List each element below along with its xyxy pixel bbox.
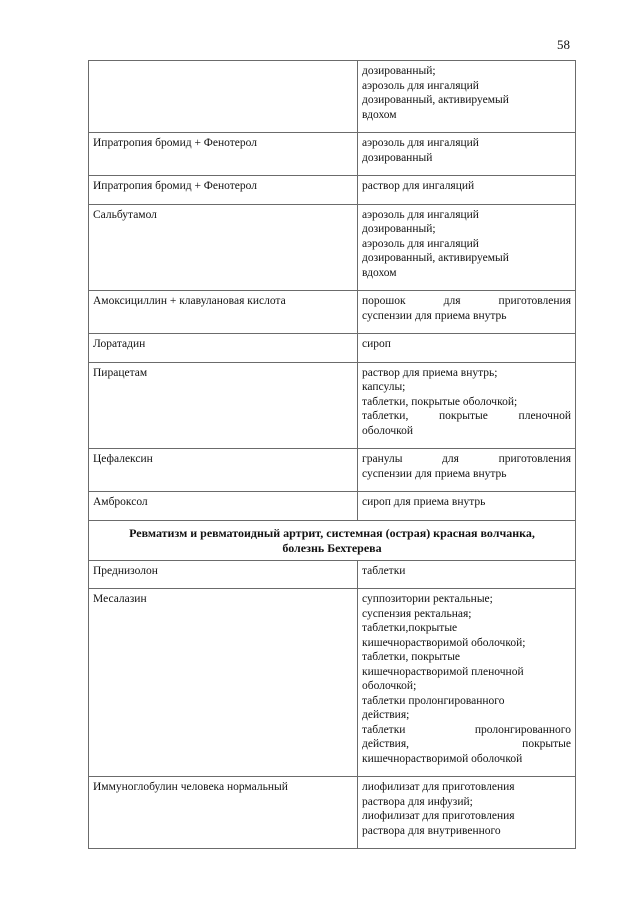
drug-table (88, 60, 576, 849)
dosage-form-line: дозированный; (362, 223, 436, 235)
table-row (89, 560, 576, 589)
dosage-form-line: таблетки пролонгированного (362, 723, 571, 736)
dosage-form-line: раствора для внутривенного (362, 824, 501, 837)
dosage-form-line: действия; (362, 709, 410, 721)
table-row (89, 492, 576, 521)
dosage-form-cell (358, 449, 576, 492)
dosage-form-line: суспензии для приема внутрь (362, 309, 507, 322)
dosage-form-cell (358, 291, 576, 334)
dosage-form-cell (358, 61, 576, 133)
table-row (89, 204, 576, 291)
table-row (89, 777, 576, 849)
dosage-form-line: дозированный, активируемый (362, 252, 509, 264)
dosage-form-line: действия, покрытые (362, 738, 571, 750)
table-row (89, 362, 576, 449)
dosage-form-line: сироп для приема внутрь (362, 496, 486, 508)
dosage-form-line: дозированный (362, 151, 433, 164)
dosage-form-line: таблетки, покрытые оболочкой; (362, 395, 518, 408)
dosage-form-line: раствор для ингаляций (362, 180, 475, 192)
table-row (89, 176, 576, 205)
dosage-form-cell (358, 589, 576, 777)
drug-name-cell: Ипратропия бромид + Фенотерол (89, 133, 358, 176)
dosage-form-line: таблетки,покрытые (362, 622, 458, 634)
dosage-form-line: аэрозоль для ингаляций (362, 208, 479, 221)
dosage-form-line: кишечнорастворимой пленочной (362, 665, 524, 678)
dosage-form-line: суппозитории ректальные; (362, 593, 493, 605)
drug-name-cell (89, 61, 358, 133)
section-header-row (89, 520, 576, 560)
table-row (89, 589, 576, 777)
dosage-form-line: кишечнорастворимой оболочкой; (362, 636, 526, 649)
dosage-form-line: оболочкой (362, 424, 414, 437)
page-number: 58 (557, 37, 570, 52)
dosage-form-line: раствора для инфузий; (362, 795, 473, 808)
table-row (89, 133, 576, 176)
dosage-form-line: вдохом (362, 266, 397, 279)
dosage-form-line: лиофилизат для приготовления (362, 810, 515, 822)
section-header-line: болезнь Бехтерева (282, 540, 382, 555)
dosage-form-cell (358, 362, 576, 449)
table-row (89, 61, 576, 133)
dosage-form-line: раствор для приема внутрь; (362, 366, 498, 379)
section-header (89, 520, 576, 560)
drug-name-cell: Лоратадин (89, 334, 358, 363)
dosage-form-line: дозированный, активируемый (362, 94, 509, 106)
dosage-form-cell (358, 492, 576, 521)
dosage-form-line: капсулы; (362, 381, 406, 393)
dosage-form-line: суспензия ректальная; (362, 607, 472, 620)
dosage-form-cell (358, 560, 576, 589)
dosage-form-cell (358, 334, 576, 363)
dosage-form-line: оболочкой; (362, 680, 417, 692)
drug-name-cell: Сальбутамол (89, 204, 358, 291)
table-row (89, 334, 576, 363)
dosage-form-line: аэрозоль для ингаляций (362, 237, 479, 250)
dosage-form-line: таблетки (362, 564, 406, 577)
dosage-form-line: кишечнорастворимой оболочкой (362, 752, 523, 765)
dosage-form-line: гранулы для приготовления (362, 453, 571, 465)
drug-name-cell: Преднизолон (89, 560, 358, 589)
dosage-form-line: аэрозоль для ингаляций (362, 79, 479, 92)
dosage-form-cell (358, 133, 576, 176)
drug-name-cell: Пирацетам (89, 362, 358, 449)
table-row (89, 291, 576, 334)
table-row (89, 449, 576, 492)
dosage-form-line: сироп (362, 338, 391, 350)
drug-table-body (89, 61, 576, 849)
dosage-form-line: порошок для приготовления (362, 295, 571, 307)
dosage-form-line: таблетки, покрытые (362, 651, 461, 663)
drug-name-cell: Амброксол (89, 492, 358, 521)
dosage-form-line: таблетки пролонгированного (362, 694, 505, 707)
dosage-form-line: суспензии для приема внутрь (362, 467, 507, 480)
section-header-line: Ревматизм и ревматоидный артрит, системная (острая) красная волчанка, (129, 525, 535, 540)
drug-name-cell: Месалазин (89, 589, 358, 777)
drug-name-cell: Амоксициллин + клавулановая кислота (89, 291, 358, 334)
drug-name-cell: Ипратропия бромид + Фенотерол (89, 176, 358, 205)
dosage-form-cell (358, 176, 576, 205)
drug-name-cell: Иммуноглобулин человека нормальный (89, 777, 358, 849)
dosage-form-line: таблетки, покрытые пленочной (362, 410, 571, 422)
dosage-form-line: дозированный; (362, 65, 436, 77)
dosage-form-line: аэрозоль для ингаляций (362, 137, 479, 149)
dosage-form-line: лиофилизат для приготовления (362, 781, 515, 793)
dosage-form-line: вдохом (362, 108, 397, 121)
dosage-form-cell (358, 204, 576, 291)
drug-name-cell: Цефалексин (89, 449, 358, 492)
dosage-form-cell (358, 777, 576, 849)
